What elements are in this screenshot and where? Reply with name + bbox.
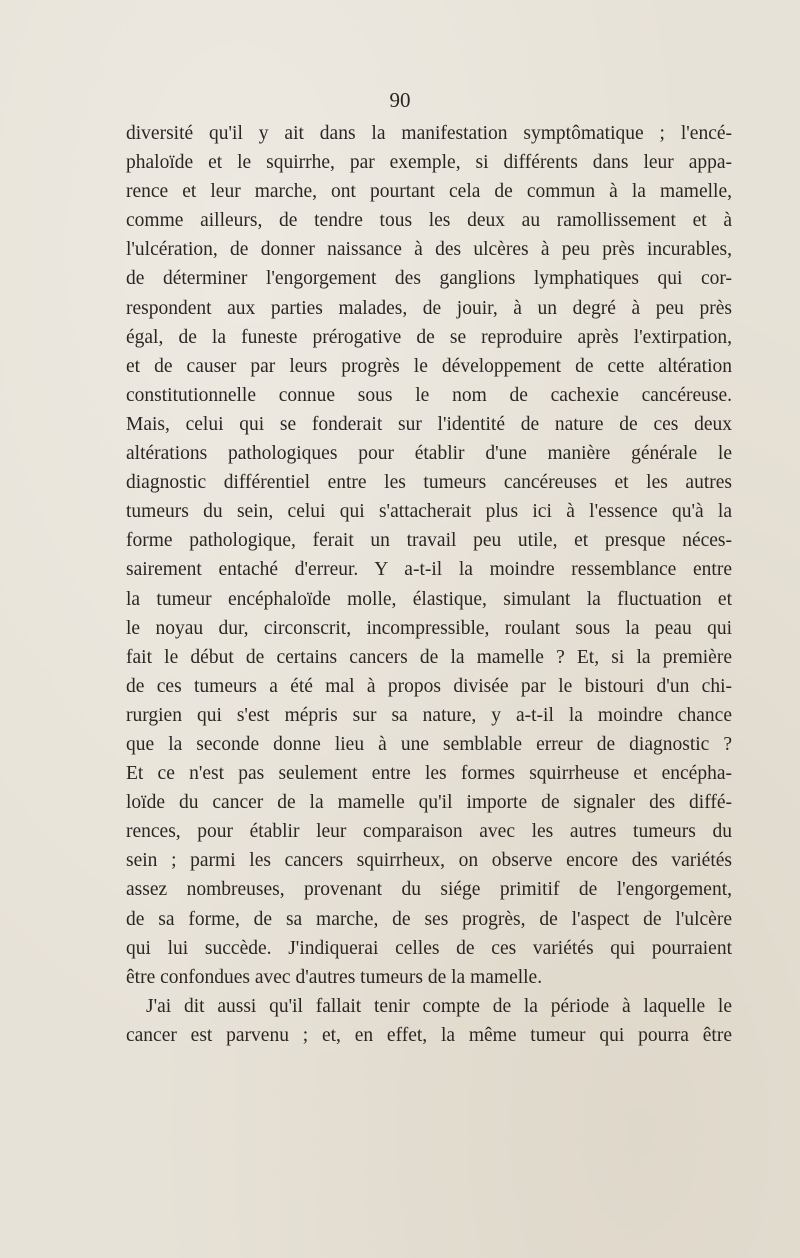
- text-line: de déterminer l'engorgement des ganglions lymphatiques qui cor-: [126, 268, 732, 290]
- body-text: [126, 119, 732, 1050]
- text-line: fait le début de certains cancers de la mamelle ? Et, si la première: [126, 646, 732, 668]
- text-line: diversité qu'il y ait dans la manifestation symptômatique ; l'encé-: [126, 123, 732, 144]
- text-line: tumeurs du sein, celui qui s'attacherait plus ici à l'essence qu'à la: [126, 501, 732, 523]
- text-line: J'ai dit aussi qu'il fallait tenir compte de la période à laquelle le: [146, 995, 732, 1017]
- text-line: de ces tumeurs a été mal à propos divisée par le bistouri d'un chi-: [126, 675, 732, 697]
- text-line: comme ailleurs, de tendre tous les deux au ramollissement et à: [126, 210, 732, 232]
- text-line: cancer est parvenu ; et, en effet, la même tumeur qui pourra être: [126, 1024, 732, 1046]
- text-line: et de causer par leurs progrès le développement de cette altération: [126, 355, 732, 377]
- text-line: qui lui succède. J'indiquerai celles de ces variétés qui pourraient: [126, 937, 732, 959]
- text-line: diagnostic différentiel entre les tumeurs cancéreuses et les autres: [126, 472, 732, 494]
- text-line: l'ulcération, de donner naissance à des ulcères à peu près incurables,: [126, 239, 732, 261]
- text-line: sairement entaché d'erreur. Y a-t-il la moindre ressemblance entre: [126, 559, 732, 581]
- text-line: rence et leur marche, ont pourtant cela de commun à la mamelle,: [126, 181, 732, 203]
- text-line: de sa forme, de sa marche, de ses progrès, de l'aspect de l'ulcère: [126, 908, 732, 930]
- text-line: Et ce n'est pas seulement entre les formes squirrheuse et encépha-: [126, 763, 732, 785]
- text-line: la tumeur encéphaloïde molle, élastique, simulant la fluctuation et: [126, 588, 732, 610]
- text-line: loïde du cancer de la mamelle qu'il importe de signaler des diffé-: [126, 792, 732, 814]
- text-line: rences, pour établir leur comparaison avec les autres tumeurs du: [126, 821, 732, 843]
- text-line: altérations pathologiques pour établir d'une manière générale le: [126, 443, 732, 465]
- text-line: forme pathologique, ferait un travail peu utile, et presque néces-: [126, 530, 732, 552]
- text-line: que la seconde donne lieu à une semblable erreur de diagnostic ?: [126, 733, 732, 755]
- text-line: le noyau dur, circonscrit, incompressible, roulant sous la peau qui: [126, 617, 732, 639]
- page-number: 90: [389, 88, 411, 112]
- text-line: égal, de la funeste prérogative de se reproduire après l'extirpation,: [126, 326, 732, 348]
- text-line: constitutionnelle connue sous le nom de cachexie cancéreuse.: [126, 384, 732, 406]
- text-line: assez nombreuses, provenant du siége primitif de l'engorgement,: [126, 879, 732, 901]
- text-line: rurgien qui s'est mépris sur sa nature, y a-t-il la moindre chance: [126, 704, 732, 726]
- text-line: respondent aux parties malades, de jouir, à un degré à peu près: [126, 297, 732, 319]
- text-line: Mais, celui qui se fonderait sur l'identité de nature de ces deux: [126, 413, 732, 435]
- text-line: phaloïde et le squirrhe, par exemple, si différents dans leur appa-: [126, 152, 732, 174]
- text-line: être confondues avec d'autres tumeurs de la mamelle.: [126, 966, 543, 988]
- text-line: sein ; parmi les cancers squirrheux, on observe encore des variétés: [126, 850, 732, 872]
